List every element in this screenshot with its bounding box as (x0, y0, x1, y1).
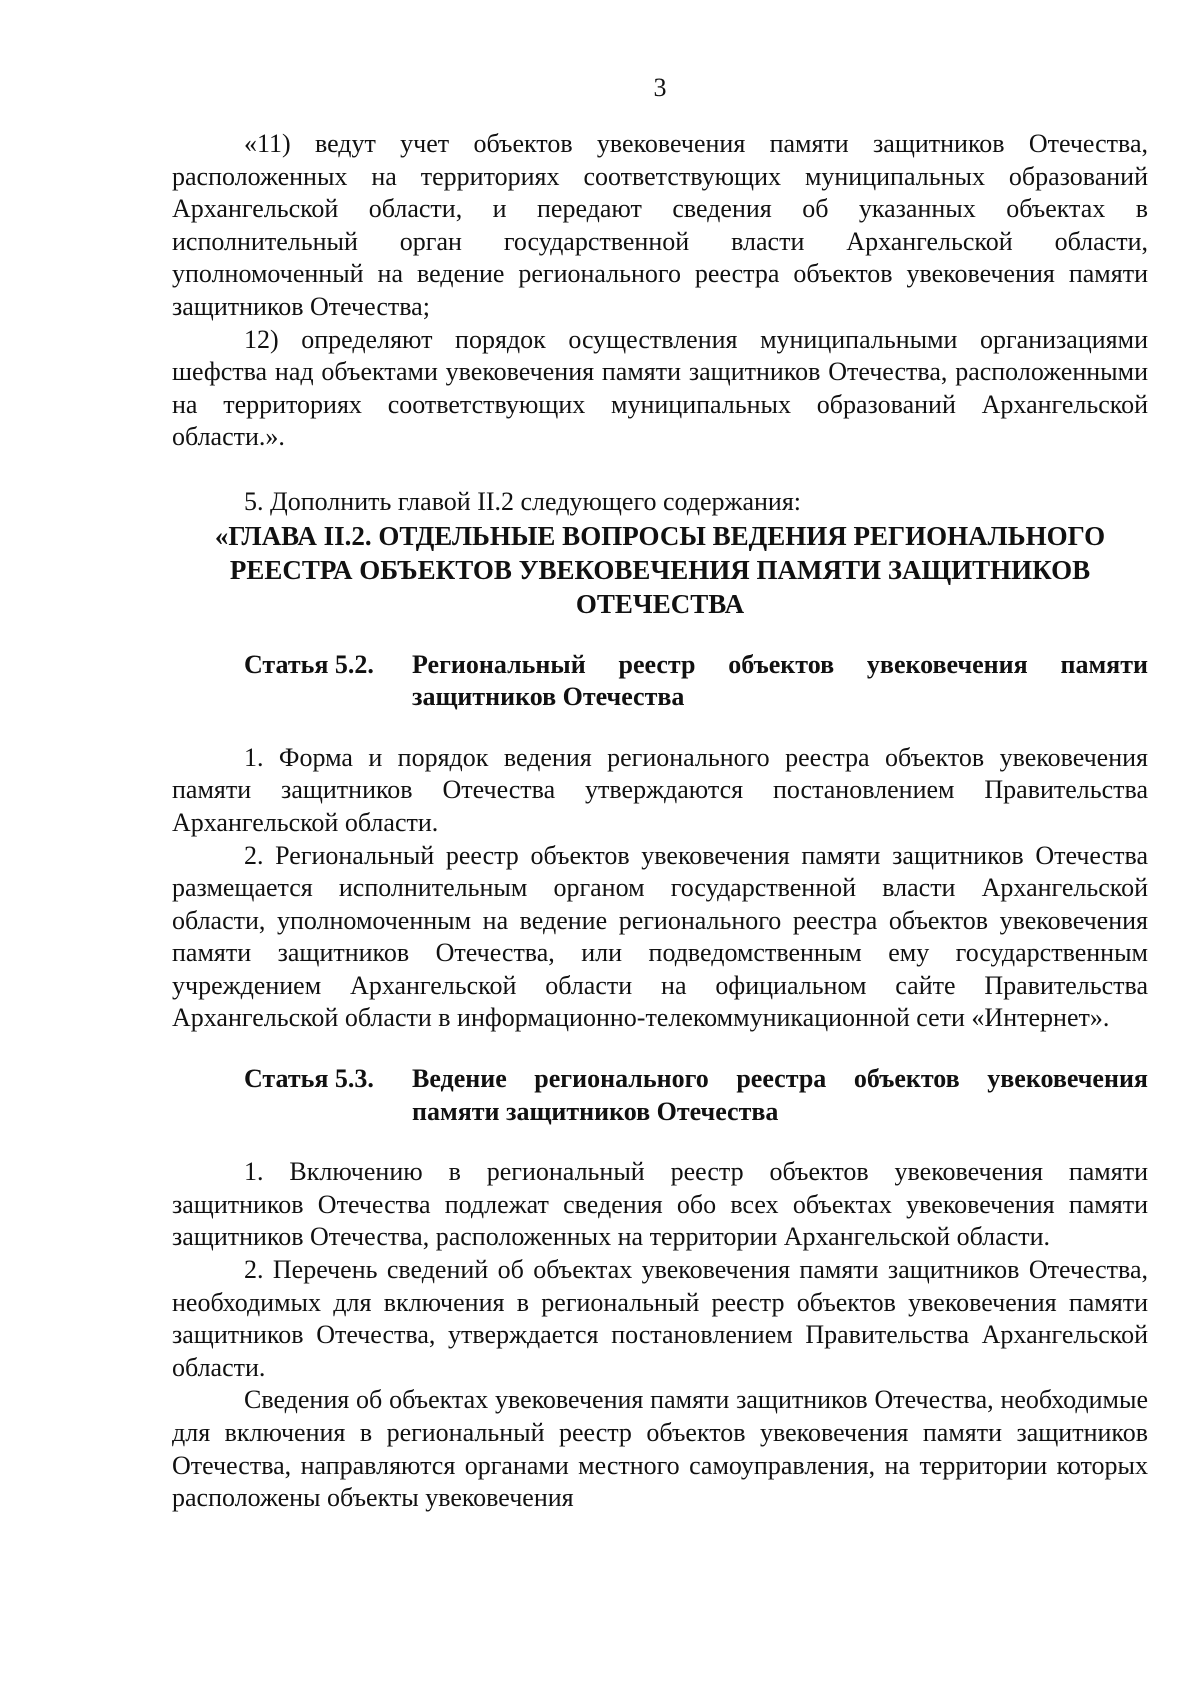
article-5-3-paragraph-1: 1. Включению в региональный реестр объектов увековечения памяти защитников Отечества подлежат сведения обо всех объектах увековечения памяти защитников Отечества, расположенных на территории Архангельской области. (172, 1157, 1148, 1252)
paragraph-item-11: «11) ведут учет объектов увековечения памяти защитников Отечества, расположенных на территориях соответствующих муниципальных образований Архангельской области, и передают сведения об указанных объектах в исполнительный орган государственной власти Архангельской области, уполномоченный на ведение регионального реестра объектов увековечения памяти защитников Отечества; (172, 129, 1148, 321)
article-5-2-number: Статья 5.2. (244, 649, 374, 679)
chapter-title: «ГЛАВА II.2. ОТДЕЛЬНЫЕ ВОПРОСЫ ВЕДЕНИЯ РЕГИОНАЛЬНОГО РЕЕСТРА ОБЪЕКТОВ УВЕКОВЕЧЕНИЯ ПАМЯТИ ЗАЩИТНИКОВ ОТЕЧЕСТВА (214, 520, 1106, 619)
paragraph-item-12: 12) определяют порядок осуществления муниципальными организациями шефства над объектами увековечения памяти защитников Отечества, расположенными на территориях соответствующих муниципальных образований Архангельской области.». (172, 324, 1148, 452)
article-5-2-paragraph-2: 2. Региональный реестр объектов увековечения памяти защитников Отечества размещается исполнительным органом государственной власти Архангельской области, уполномоченным на ведение регионального реестра объектов увековечения памяти защитников Отечества, или подведомственным ему государственным учреждением Архангельской области на официальном сайте Правительства Архангельской области в информационно-телекоммуникационной сети «Интернет». (172, 840, 1148, 1033)
article-5-2-paragraph-1: 1. Форма и порядок ведения регионального реестра объектов увековечения памяти защитников Отечества утверждаются постановлением Правительства Архангельской области. (172, 742, 1148, 837)
article-5-3-heading (172, 1063, 1148, 1128)
article-5-3-title: Ведение регионального реестра объектов увековечения памяти защитников Отечества (412, 1064, 1148, 1126)
article-5-3-number: Статья 5.3. (244, 1064, 374, 1094)
amendment-intro: 5. Дополнить главой II.2 следующего содержания: (244, 486, 802, 516)
article-5-2-heading (172, 649, 1148, 714)
article-5-3-paragraph-2: 2. Перечень сведений об объектах увековечения памяти защитников Отечества, необходимых для включения в региональный реестр объектов увековечения памяти защитников Отечества, утверждается постановлением Правительства Архангельской области. (172, 1255, 1148, 1382)
article-5-2-title: Региональный реестр объектов увековечения памяти защитников Отечества (412, 649, 1148, 712)
document-body (172, 128, 1148, 1515)
article-5-3-paragraph-3: Сведения об объектах увековечения памяти защитников Отечества, необходимые для включения в региональный реестр объектов увековечения памяти защитников Отечества, направляются органами местного самоуправления, на территории которых расположены объекты увековечения (172, 1385, 1148, 1513)
page-number: 3 (653, 73, 667, 102)
